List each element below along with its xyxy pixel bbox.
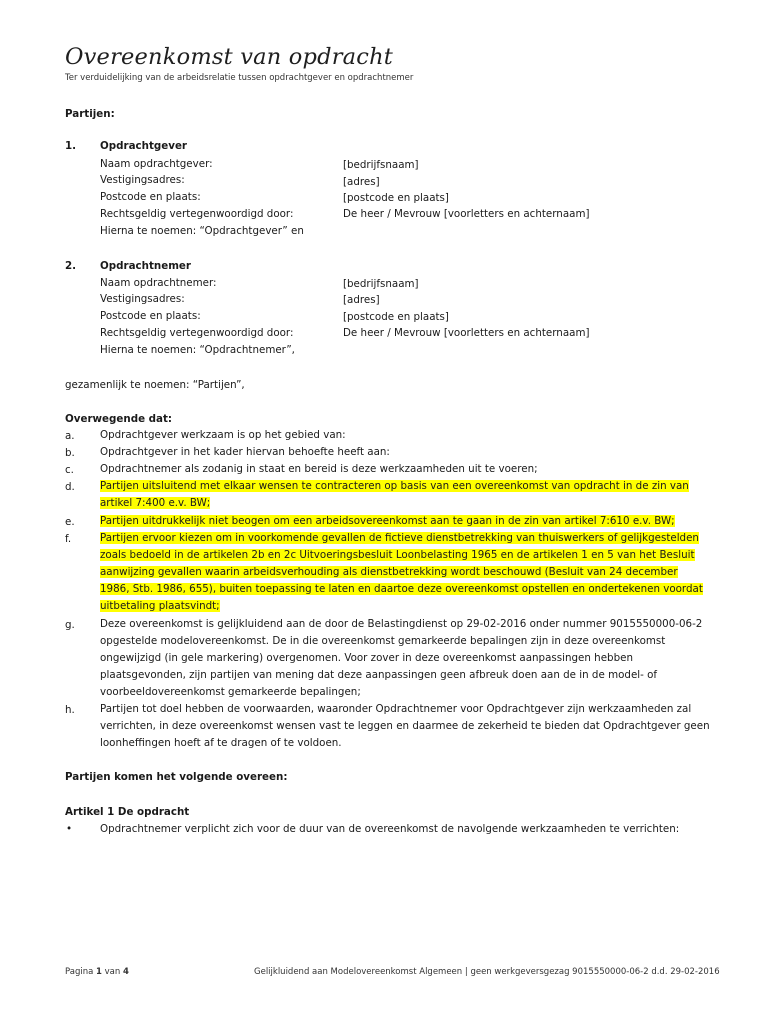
party2-number: 2. — [65, 260, 77, 272]
party2-label-representative: Rechtsgeldig vertegenwoordigd door: — [100, 327, 294, 339]
consideration-letter-f: f. — [65, 533, 72, 545]
document-title: Overeenkomst van opdracht — [65, 44, 394, 70]
consideration-b: Opdrachtgever in het kader hiervan behoefte heeft aan: — [100, 446, 390, 458]
consideration-d — [100, 478, 710, 512]
consideration-letter-a: a. — [65, 430, 75, 442]
party1-value-address: [adres] — [343, 176, 380, 188]
highlight-mark: Partijen uitdrukkelijk niet beogen om een arbeidsovereenkomst aan te gaan in de zin van artikel 7:610 e.v. BW; — [100, 515, 675, 527]
consideration-letter-h: h. — [65, 704, 75, 716]
party1-label-postcode: Postcode en plaats: — [100, 191, 201, 203]
party2-value-address: [adres] — [343, 294, 380, 306]
highlight-mark: Partijen ervoor kiezen om in voorkomende gevallen de fictieve dienstbetrekking van thuiswerkers of gelijkgestelden zoals bedoeld in de artikelen 2b en 2c Uitvoeringsbesluit Loonbelasting 1965 en de artikelen 1 en 5 van het Besluit aanwijzing gevallen waarin arbeidsverhouding als dienstbetrekking wordt beschouwd (Besluit van 24 december 1986, Stb. 1986, 655), buiten toepassing te laten en daartoe deze overeenkomst opstellen en ondertekenen voordat uitbetaling plaatsvindt; — [100, 532, 703, 612]
party1-value-name: [bedrijfsnaam] — [343, 159, 419, 171]
party1-label-representative: Rechtsgeldig vertegenwoordigd door: — [100, 208, 294, 220]
party2-hereafter: Hierna te noemen: “Opdrachtnemer”, — [100, 344, 295, 356]
party2-label-address: Vestigingsadres: — [100, 293, 185, 305]
consideration-letter-g: g. — [65, 619, 75, 631]
article1-heading: Artikel 1 De opdracht — [65, 806, 190, 818]
consideration-letter-e: e. — [65, 516, 75, 528]
party1-value-postcode: [postcode en plaats] — [343, 192, 449, 204]
party2-label-name: Naam opdrachtnemer: — [100, 277, 217, 289]
party2-label-postcode: Postcode en plaats: — [100, 310, 201, 322]
consideration-letter-b: b. — [65, 447, 75, 459]
footer-page-number: Pagina 1 van 4 — [65, 967, 129, 977]
document-subtitle: Ter verduidelijking van de arbeidsrelatie tussen opdrachtgever en opdrachtnemer — [65, 73, 414, 83]
party2-heading: Opdrachtnemer — [100, 260, 191, 272]
party1-hereafter: Hierna te noemen: “Opdrachtgever” en — [100, 225, 304, 237]
article1-text: Opdrachtnemer verplicht zich voor de duur van de overeenkomst de navolgende werkzaamheden te verrichten: — [100, 823, 680, 835]
highlight-mark: Partijen uitsluitend met elkaar wensen te contracteren op basis van een overeenkomst van opdracht in de zin van artikel 7:400 e.v. BW; — [100, 480, 689, 509]
party2-value-representative: De heer / Mevrouw [voorletters en achternaam] — [343, 327, 590, 339]
considering-heading: Overwegende dat: — [65, 413, 173, 425]
party1-label-name: Naam opdrachtgever: — [100, 158, 213, 170]
party2-value-name: [bedrijfsnaam] — [343, 278, 419, 290]
consideration-f — [100, 530, 710, 615]
parties-heading: Partijen: — [65, 108, 115, 120]
consideration-c: Opdrachtnemer als zodanig in staat en bereid is deze werkzaamheden uit te voeren; — [100, 463, 538, 475]
party1-heading: Opdrachtgever — [100, 140, 188, 152]
party1-number: 1. — [65, 140, 77, 152]
consideration-letter-d: d. — [65, 481, 75, 493]
party1-value-representative: De heer / Mevrouw [voorletters en achternaam] — [343, 208, 590, 220]
consideration-a: Opdrachtgever werkzaam is op het gebied van: — [100, 429, 346, 441]
bullet-icon: • — [66, 823, 73, 835]
party1-label-address: Vestigingsadres: — [100, 174, 185, 186]
jointly-text: gezamenlijk te noemen: “Partijen”, — [65, 379, 245, 391]
consideration-h: Partijen tot doel hebben de voorwaarden, waaronder Opdrachtnemer voor Opdrachtgever zijn werkzaamheden zal verrichten, in deze overeenkomst wensen vast te leggen en daarmee de zekerheid te bieden dat Opdrachtgever geen loonheffingen hoeft af te dragen of te voldoen. — [100, 703, 710, 749]
party2-value-postcode: [postcode en plaats] — [343, 311, 449, 323]
consideration-letter-c: c. — [65, 464, 74, 476]
agree-heading: Partijen komen het volgende overeen: — [65, 771, 288, 783]
footer-reference: Gelijkluidend aan Modelovereenkomst Algemeen | geen werkgeversgezag 9015550000-06-2 d.d. 29-02-2016 — [254, 967, 720, 977]
consideration-g: Deze overeenkomst is gelijkluidend aan de door de Belastingdienst op 29-02-2016 onder nummer 9015550000-06-2 opgestelde modelovereenkomst. De in die overeenkomst gemarkeerde bepalingen zijn in deze overeenkomst ongewijzigd (in gele markering) overgenomen. Voor zover in deze overeenkomst aanpassingen hebben plaatsgevonden, zijn partijen van mening dat deze aanpassingen geen afbreuk doen aan de in de model- of voorbeeldovereenkomst gemarkeerde bepalingen; — [100, 618, 703, 698]
consideration-e — [100, 513, 710, 530]
